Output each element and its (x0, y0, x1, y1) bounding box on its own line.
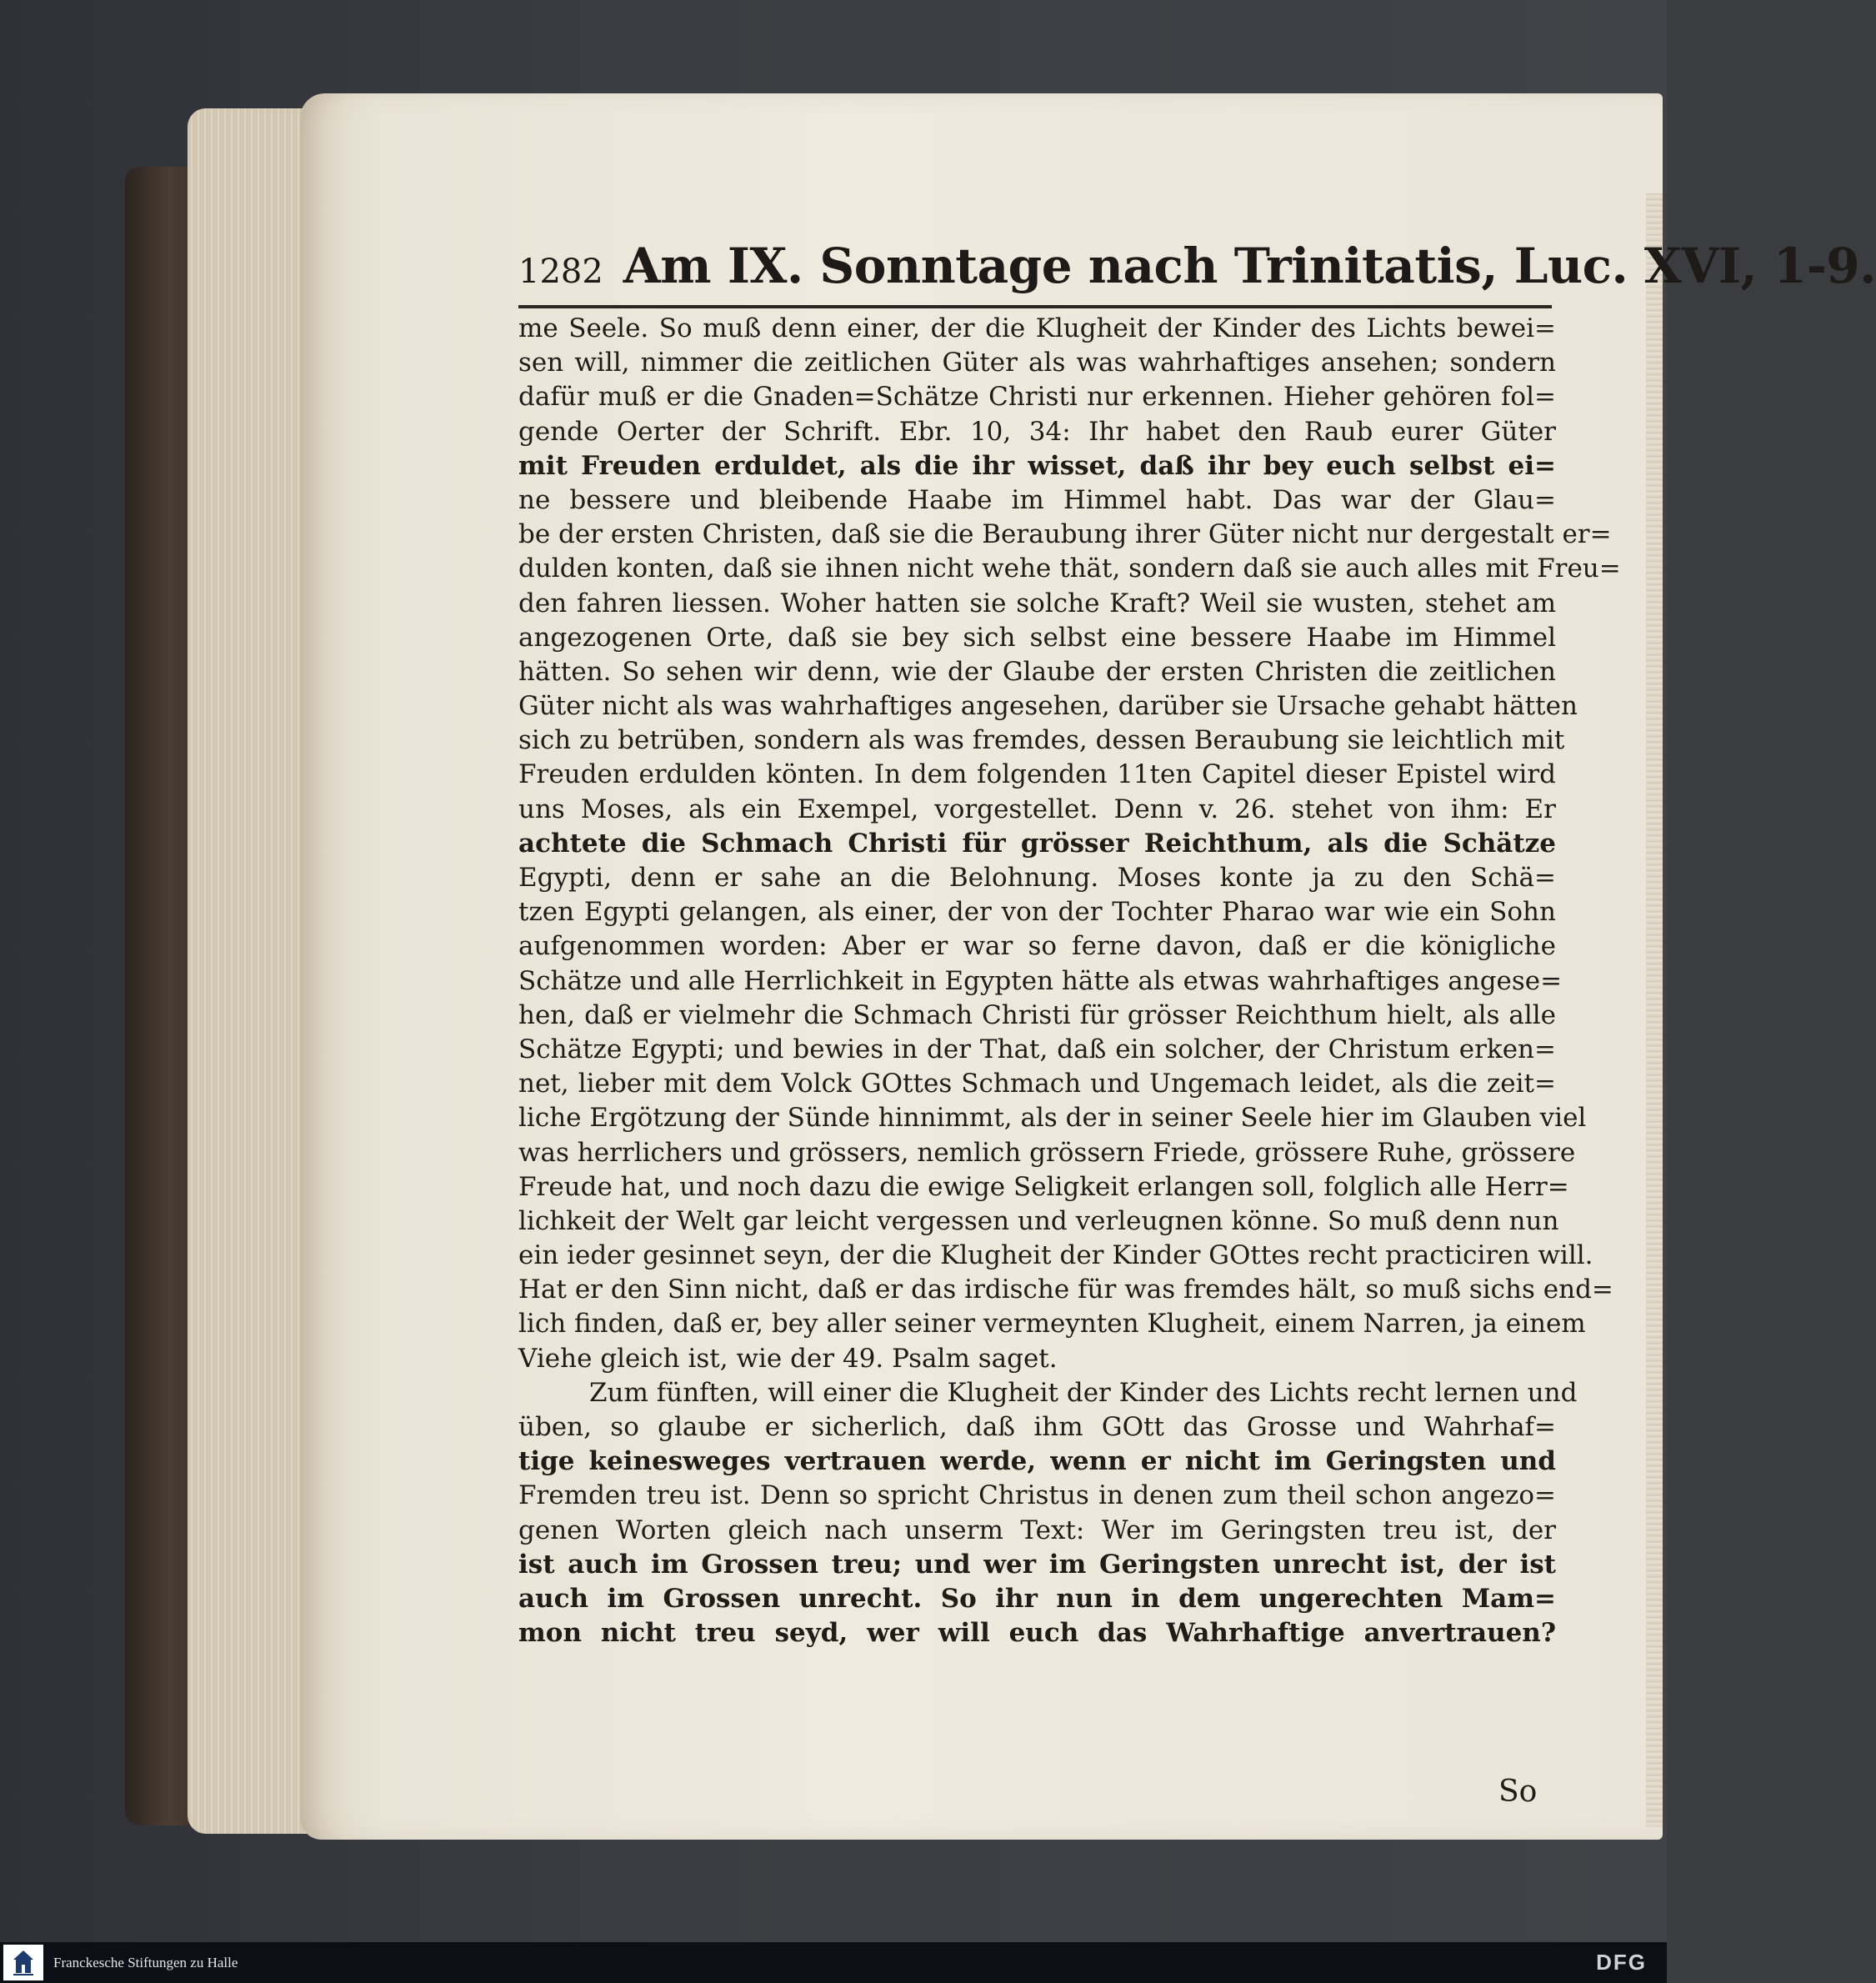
page-number: 1282 (518, 253, 603, 291)
body-text (518, 312, 1621, 1650)
text-line: Hat er den Sinn nicht, daß er das irdische für was fremdes hält, so muß sichs end= (518, 1274, 1613, 1305)
text-line: Güter nicht als was wahrhaftiges angesehen, darüber sie Ursache gehabt hätten (518, 691, 1578, 722)
text-line: Freude hat, und noch dazu die ewige Seligkeit erlangen soll, folglich alle Herr= (518, 1171, 1569, 1202)
text-line: net, lieber mit dem Volck GOttes Schmach und Ungemach leidet, als die zeit= (518, 1069, 1556, 1099)
page-right-edge (1646, 193, 1663, 1827)
header-rule (518, 305, 1552, 308)
text-line: dulden konten, daß sie ihnen nicht wehe thät, sondern daß sie auch alles mit Freu= (518, 553, 1621, 584)
text-line: den fahren liessen. Woher hatten sie solche Kraft? Weil sie wusten, stehet am (518, 588, 1556, 618)
text-line: hen, daß er vielmehr die Schmach Christi für grösser Reichthum hielt, als alle (518, 999, 1556, 1030)
text-line: mit Freuden erduldet, als die ihr wisset, daß ihr bey euch selbst ei= (518, 450, 1556, 481)
text-line: tige keinesweges vertrauen werde, wenn er nicht im Geringsten und (518, 1446, 1556, 1477)
text-line: Zum fünften, will einer die Klugheit der Kinder des Lichts recht lernen und (589, 1377, 1578, 1408)
text-line: ne bessere und bleibende Haabe im Himmel habt. Das war der Glau= (518, 484, 1556, 515)
dfg-logo: DFG (1596, 1950, 1647, 1975)
footer-bar (0, 1942, 1667, 1983)
text-line: dafür muß er die Gnaden=Schätze Christi nur erkennen. Hieher gehören fol= (518, 382, 1556, 413)
text-line: sen will, nimmer die zeitlichen Güter als was wahrhaftiges ansehen; sondern (518, 348, 1556, 378)
text-line: angezogenen Orte, daß sie bey sich selbst eine bessere Haabe im Himmel (518, 622, 1556, 653)
text-line: achtete die Schmach Christi für grösser Reichthum, als die Schätze (518, 828, 1556, 859)
text-line: Freuden erdulden könten. In dem folgenden 11ten Capitel dieser Epistel wird (518, 759, 1556, 790)
page-header (518, 238, 1876, 296)
text-line: lichkeit der Welt gar leicht vergessen und verleugnen könne. So muß denn nun (518, 1205, 1559, 1236)
text-line: be der ersten Christen, daß sie die Beraubung ihrer Güter nicht nur dergestalt er= (518, 519, 1612, 550)
text-line: Schätze und alle Herrlichkeit in Egypten hätte als etwas wahrhaftiges angese= (518, 965, 1563, 996)
text-line: Viehe gleich ist, wie der 49. Psalm saget. (518, 1343, 1058, 1374)
book-page (300, 93, 1876, 1840)
text-line: lich finden, daß er, bey aller seiner vermeynten Klugheit, einem Narren, ja einem (518, 1309, 1586, 1340)
catch-word: So (1498, 1775, 1538, 1809)
text-line: auch im Grossen unrecht. So ihr nun in dem ungerechten Mam= (518, 1583, 1556, 1614)
text-line: aufgenommen worden: Aber er war so ferne davon, daß er die königliche (518, 931, 1556, 962)
text-line: was herrlichers und grössers, nemlich grössern Friede, grössere Ruhe, grössere (518, 1137, 1576, 1168)
running-title: Am IX. Sonntage nach Trinitatis, Luc. XVI, 1-9. (623, 238, 1876, 294)
text-line: Egypti, denn er sahe an die Belohnung. Moses konte ja zu den Schä= (518, 863, 1556, 893)
text-line: liche Ergötzung der Sünde hinnimmt, als der in seiner Seele hier im Glauben viel (518, 1103, 1587, 1134)
text-line: tzen Egypti gelangen, als einer, der von der Tochter Pharao war wie ein Sohn (518, 897, 1556, 928)
text-line: uns Moses, als ein Exempel, vorgestellet. Denn v. 26. stehet von ihm: Er (518, 794, 1556, 824)
text-line: me Seele. So muß denn einer, der die Klugheit der Kinder des Lichts bewei= (518, 313, 1556, 343)
text-line: sich zu betrüben, sondern als was fremdes, dessen Beraubung sie leichtlich mit (518, 725, 1565, 756)
footer-institution: Franckesche Stiftungen zu Halle (53, 1954, 238, 1970)
text-line: gende Oerter der Schrift. Ebr. 10, 34: Ihr habet den Raub eurer Güter (518, 416, 1556, 447)
text-line: hätten. So sehen wir denn, wie der Glaube der ersten Christen die zeitlichen (518, 656, 1556, 687)
text-line: Fremden treu ist. Denn so spricht Christus in denen zum theil schon angezo= (518, 1480, 1556, 1511)
text-line: ist auch im Grossen treu; und wer im Geringsten unrecht ist, der ist (518, 1549, 1556, 1580)
text-line: ein ieder gesinnet seyn, der die Klugheit der Kinder GOttes recht practiciren will. (518, 1240, 1593, 1271)
text-line: genen Worten gleich nach unserm Text: Wer im Geringsten treu ist, der (518, 1515, 1556, 1545)
franckesche-stiftungen-logo-icon[interactable] (3, 1945, 43, 1980)
text-line: üben, so glaube er sicherlich, daß ihm GOtt das Grosse und Wahrhaf= (518, 1412, 1556, 1442)
text-line: Schätze Egypti; und bewies in der That, daß ein solcher, der Christum erken= (518, 1034, 1556, 1064)
text-line: mon nicht treu seyd, wer will euch das Wahrhaftige anvertrauen? (518, 1618, 1556, 1649)
